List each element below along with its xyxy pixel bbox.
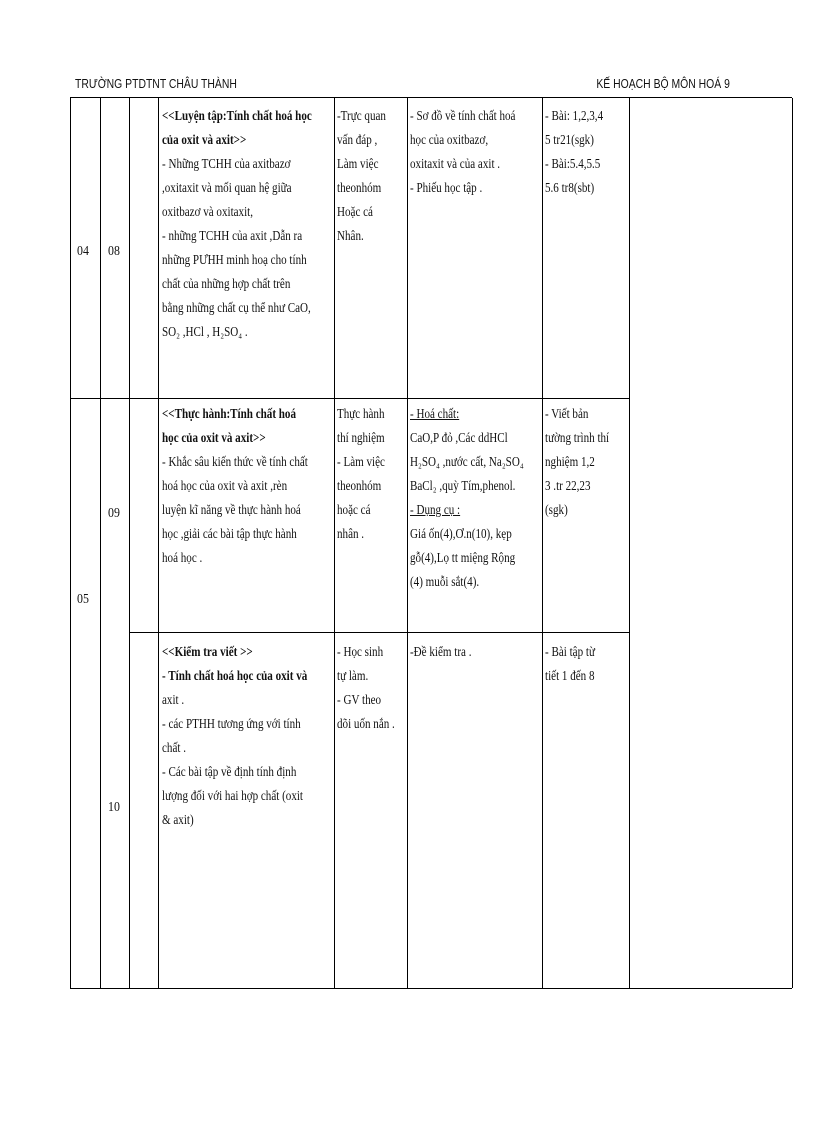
homework-line: 5.6 tr8(sbt) [545, 180, 595, 195]
teaching-method-line: - Học sinh [337, 644, 384, 659]
lesson-content-line: hoá học . [162, 550, 203, 565]
teaching-materials-line: học của oxitbazơ, [410, 132, 489, 147]
table-column-line [542, 98, 543, 988]
lesson-content-line: học ,giải các bài tập thực hành [162, 526, 297, 541]
lesson-number: 09 [108, 506, 120, 521]
teaching-method [337, 402, 406, 546]
teaching-materials-line: Giá ốn(4),Ơ.n(10), kẹp [410, 526, 512, 541]
teaching-materials-line: (4) muỗi sắt(4). [410, 574, 480, 589]
homework-line: 3 .tr 22,23 [545, 478, 591, 493]
lesson-content-line: <<Luyện tập:Tính chất hoá học [162, 108, 312, 123]
teaching-materials-line: - Dụng cụ : [410, 502, 461, 517]
lesson-content-line: hoá học của oxit và axit ,rèn [162, 478, 288, 493]
homework-line: (sgk) [545, 502, 568, 517]
lesson-content-line: chất của những hợp chất trên [162, 276, 291, 291]
lesson-content-line: <<Thực hành:Tính chất hoá [162, 406, 297, 421]
teaching-materials-line: H₂SO₄ ,nước cất, Na₂SO₄ [410, 454, 524, 469]
teaching-materials [410, 640, 541, 664]
lesson-content-line: bằng những chất cụ thể như CaO, [162, 300, 311, 315]
teaching-materials [410, 104, 541, 200]
teaching-materials-line: - Phiếu học tập . [410, 180, 483, 195]
teaching-materials-line: oxitaxit và của axit . [410, 156, 501, 171]
teaching-method [337, 104, 406, 248]
lesson-content-line: luyện kĩ năng về thực hành hoá [162, 502, 301, 517]
teaching-method-line: -Trực quan [337, 108, 386, 123]
teaching-method-line: theonhóm [337, 478, 382, 493]
homework-line: - Viết bản [545, 406, 589, 421]
homework-line: nghiệm 1,2 [545, 454, 595, 469]
lesson-content-line: & axit) [162, 812, 194, 827]
lesson-content-line: - các PTHH tương ứng với tính [162, 716, 301, 731]
teaching-method-line: Làm việc [337, 156, 379, 171]
teaching-method-line: theonhóm [337, 180, 382, 195]
week-number: 04 [77, 244, 89, 259]
lesson-content [162, 104, 332, 344]
teaching-method-line: Hoặc cá [337, 204, 373, 219]
teaching-method-line: - GV theo [337, 692, 382, 707]
homework-line: - Bài:5.4,5.5 [545, 156, 601, 171]
table-column-line [129, 98, 130, 988]
lesson-content-line: SO₂ ,HCl , H₂SO₄ . [162, 324, 248, 339]
teaching-method-line: hoặc cá [337, 502, 371, 517]
lesson-content-line: - Tính chất hoá học của oxit và [162, 668, 308, 683]
lesson-content-line: ,oxitaxit và mối quan hệ giữa [162, 180, 292, 195]
teaching-materials-line: -Đề kiểm tra . [410, 644, 472, 659]
lesson-content-line: chất . [162, 740, 186, 755]
homework-line: 5 tr21(sgk) [545, 132, 594, 147]
lesson-content-line: oxitbazơ và oxitaxit, [162, 204, 254, 219]
lesson-content [162, 402, 332, 570]
table-column-line [70, 98, 71, 988]
row-separator [70, 398, 629, 399]
lesson-content-line: - Những TCHH của axitbazơ [162, 156, 291, 171]
teaching-method [337, 640, 406, 736]
table-column-line [792, 98, 793, 988]
table-column-line [407, 98, 408, 988]
teaching-method-line: vấn đáp , [337, 132, 378, 147]
teaching-materials-line: BaCl₂ ,quỳ Tím,phenol. [410, 478, 516, 493]
lesson-content-line: - những TCHH của axit ,Dẫn ra [162, 228, 303, 243]
lesson-number: 10 [108, 800, 120, 815]
teaching-materials [410, 402, 541, 594]
teaching-method-line: - Làm việc [337, 454, 385, 469]
table-bottom-line [70, 988, 792, 989]
lesson-number: 08 [108, 244, 120, 259]
lesson-content-line: axit . [162, 692, 185, 707]
homework [545, 104, 628, 200]
teaching-method-line: dõi uốn nắn . [337, 716, 395, 731]
teaching-method-line: Nhân. [337, 228, 364, 243]
header-rule [70, 97, 792, 98]
homework [545, 640, 628, 688]
teaching-method-line: nhân . [337, 526, 365, 541]
homework-line: - Bài tập từ [545, 644, 595, 659]
lesson-content-line: - Các bài tập về định tính định [162, 764, 297, 779]
homework-line: tường trình thí [545, 430, 610, 445]
homework [545, 402, 628, 522]
lesson-content [162, 640, 332, 832]
plan-title: KẾ HOẠCH BỘ MÔN HOÁ 9 [596, 76, 730, 91]
lesson-content-line: - Khắc sâu kiến thức về tính chất [162, 454, 308, 469]
teaching-materials-line: - Hoá chất: [410, 406, 460, 421]
table-column-line [158, 98, 159, 988]
school-name: TRƯỜNG PTDTNT CHÂU THÀNH [75, 76, 237, 91]
row-separator [129, 632, 629, 633]
week-number: 05 [77, 592, 89, 607]
teaching-method-line: tự làm. [337, 668, 369, 683]
table-column-line [629, 98, 630, 988]
homework-line: tiết 1 đến 8 [545, 668, 595, 683]
lesson-content-line: <<Kiểm tra viết >> [162, 644, 253, 659]
homework-line: - Bài: 1,2,3,4 [545, 108, 604, 123]
table-column-line [100, 98, 101, 988]
teaching-materials-line: CaO,P đỏ ,Các ddHCl [410, 430, 508, 445]
table-column-line [334, 98, 335, 988]
lesson-content-line: lượng đối với hai hợp chất (oxit [162, 788, 304, 803]
lesson-content-line: của oxit và axit>> [162, 132, 247, 147]
teaching-method-line: thí nghiệm [337, 430, 385, 445]
lesson-content-line: học của oxit và axit>> [162, 430, 266, 445]
teaching-materials-line: - Sơ đồ về tính chất hoá [410, 108, 516, 123]
teaching-method-line: Thực hành [337, 406, 385, 421]
lesson-content-line: những PƯHH minh hoạ cho tính [162, 252, 307, 267]
teaching-materials-line: gỗ(4),Lọ tt miệng Rộng [410, 550, 516, 565]
